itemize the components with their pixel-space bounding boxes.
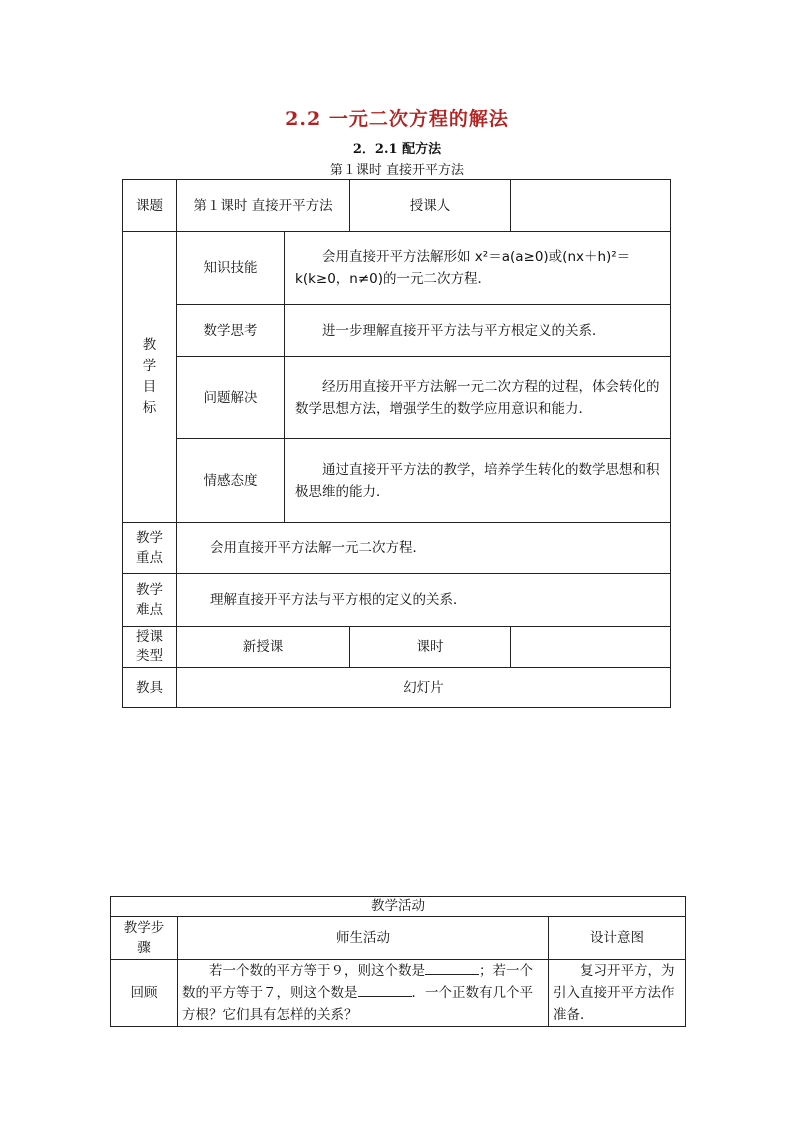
goal-label-attitude: 情感态度 xyxy=(177,439,285,523)
activity-review-part2: ；若一个数的平方等于７，则这个数是 xyxy=(182,963,533,1001)
teacher-label: 授课人 xyxy=(350,180,511,232)
step-review: 回顾 xyxy=(111,960,178,1027)
class-hours-label: 课时 xyxy=(350,627,511,668)
page-title: 2.2 一元二次方程的解法 xyxy=(285,108,509,130)
goal-label-thinking: 数学思考 xyxy=(177,305,285,357)
activity-review-part1: 若一个数的平方等于９，则这个数是 xyxy=(209,963,425,979)
topic-label: 课题 xyxy=(123,180,177,232)
teacher-value xyxy=(511,180,671,232)
difficulty-text: 理解直接开平方法与平方根的定义的关系． xyxy=(177,574,671,627)
lesson-type-label: 授课 类型 xyxy=(123,627,177,668)
goal-text-thinking: 进一步理解直接开平方法与平方根定义的关系． xyxy=(285,305,671,357)
teaching-aids-value: 幻灯片 xyxy=(177,668,671,708)
activity-review-part3: ．一个正数有几个平方根？它们具有怎样的关系？ xyxy=(182,985,533,1023)
lesson-subtitle: 第１课时 直接开平方法 xyxy=(329,163,465,178)
teaching-activity-table xyxy=(110,896,686,1027)
class-hours-value xyxy=(511,627,671,668)
lesson-type-value: 新授课 xyxy=(177,627,350,668)
activity-table-header: 教学活动 xyxy=(111,897,686,917)
goal-text-problem: 经历用直接开平方法解一元二次方程的过程，体会转化的数学思想方法，增强学生的数学应用意识和能力． xyxy=(285,357,671,439)
intent-review: 复习开平方，为引入直接开平方法作准备． xyxy=(549,960,686,1027)
goals-label-text: 教 学 目 标 xyxy=(142,337,157,416)
goal-text-knowledge: 会用直接开平方法解形如 x²＝a(a≥0)或(nx＋h)²＝k(k≥0，n≠0)的一元二次方程． xyxy=(285,232,671,305)
goal-text-attitude: 通过直接开平方法的教学，培养学生转化的数学思想和积极思维的能力． xyxy=(285,439,671,523)
answer-blank-2 xyxy=(358,982,412,997)
key-point-text: 会用直接开平方法解一元二次方程． xyxy=(177,523,671,574)
goal-label-problem: 问题解决 xyxy=(177,357,285,439)
intent-column-header: 设计意图 xyxy=(549,917,686,960)
step-column-header: 教学步 骤 xyxy=(111,917,178,960)
topic-value: 第１课时 直接开平方法 xyxy=(177,180,350,232)
key-point-label: 教学 重点 xyxy=(123,523,177,574)
activity-column-header: 师生活动 xyxy=(178,917,549,960)
difficulty-label: 教学 难点 xyxy=(123,574,177,627)
section-subtitle: 2．2.1 配方法 xyxy=(352,142,442,157)
activity-review xyxy=(178,960,549,1027)
answer-blank-1 xyxy=(425,960,479,975)
teaching-aids-label: 教具 xyxy=(123,668,177,708)
goals-label xyxy=(123,232,177,523)
lesson-info-table xyxy=(122,179,671,708)
goal-label-knowledge: 知识技能 xyxy=(177,232,285,305)
